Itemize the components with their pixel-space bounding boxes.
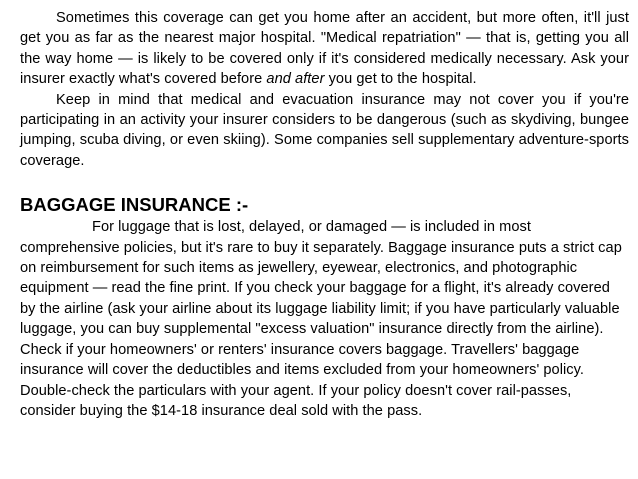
coverage-text-start: Sometimes this coverage can get you home after an accident, but more often, it'll just get you as far as the nearest major hospital. "Medical repatriation" — that is, getting you all the way home — is likely to be covered only if it's considered medically necessary. Ask your insurer exactly what's covered before	[20, 10, 629, 88]
baggage-paragraph: For luggage that is lost, delayed, or damaged — is included in most comprehensive policies, but it's rare to buy it separately. Baggage insurance puts a strict cap on reimbursement for such items as jewellery, eyewear, electronics, and photographic equipment — read the fine print. If you check your baggage for a flight, it's already covered by the airline (ask your airline about its luggage liability limit; if you have particularly valuable luggage, you can buy supplemental "excess valuation" insurance directly from the airline). Check if your homeowners' or renters' insurance covers baggage. Travellers' baggage insurance will cover the deductibles and items excluded from your homeowners' policy. Double-check the particulars with your agent. If your policy doesn't cover rail-passes, consider buying the $14-18 insurance deal sold with the pass.	[20, 219, 622, 419]
coverage-emphasis: and after	[266, 71, 325, 88]
coverage-text-end: you get to the hospital.	[324, 71, 477, 88]
adventure-sports-paragraph: Keep in mind that medical and evacuation insurance may not cover you if you're participating in an activity your insurer considers to be dangerous (such as skydiving, bungee jumping, scuba diving, or even skiing). Some companies sell supplementary adventure-sports coverage.	[20, 91, 629, 169]
section-heading: BAGGAGE INSURANCE :-	[20, 194, 249, 216]
coverage-paragraph	[20, 8, 629, 90]
